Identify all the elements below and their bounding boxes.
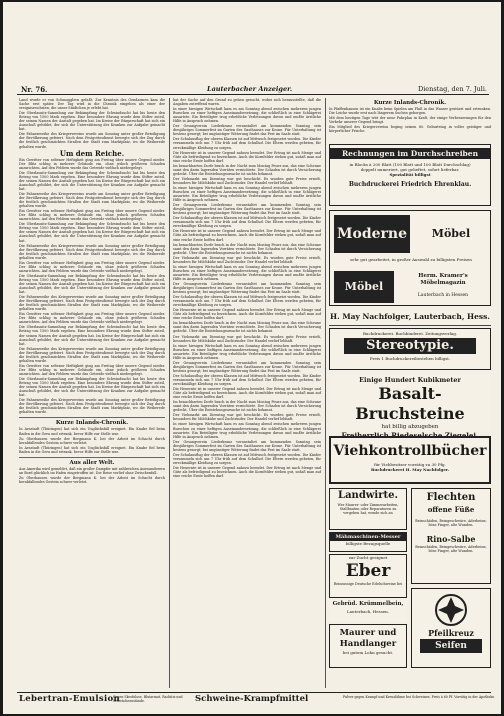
ad-title: Landwirte.	[338, 490, 398, 501]
article-text: Zu Oberhausen wurde der Bergmann K. bei der Arbeit im Schacht durch herabfallendes Gestein schwer verletzt.	[19, 475, 165, 484]
column-right-news	[329, 98, 491, 142]
ad-text: bei gutem Lohn gesucht.	[342, 650, 394, 655]
ad-gebrueder	[329, 600, 407, 622]
newspaper-page	[3, 2, 501, 714]
article-text: Ein Gewitter von seltener Heftigkeit ging am Freitag über unsere Gegend nieder. Der Blitz schlug in mehrere Gebäude ein, ohne jedoch größeren Schaden anzurichten. Auf den Feldern wurde das Getreide vielfach niedergelegt.	[19, 157, 165, 170]
ad-text: Einige Hundert Kubikmeter	[359, 376, 461, 384]
ad-text: zur Zucht geeignet	[348, 555, 388, 560]
ad-lebertran: Lebertran-Emulsion	[19, 694, 120, 704]
section-heading: Aus aller Welt.	[69, 459, 115, 466]
article-text: Ein Gewitter von seltener Heftigkeit ging am Freitag über unsere Gegend nieder. Der Blitz schlug in mehrere Gebäude ein, ohne jedoch größeren Schaden anzurichten. Auf den Feldern wurde das Getreide vielfach niedergelegt.	[19, 209, 165, 222]
article-text: Die Heuernte ist in unserer Gegend nahezu beendet. Der Ertrag ist nach Menge und Güte als befriedigend zu bezeichnen. Auch die Kornfelder stehen gut, sodaß man auf eine reiche Ernte hoffen darf.	[173, 229, 321, 242]
ad-eber	[329, 554, 407, 598]
issue-number: Nr. 76.	[21, 85, 48, 94]
ad-text: billigste Bezugsquelle	[345, 541, 391, 546]
column-left	[19, 98, 165, 485]
article-text: In einer hiesigen Wirtschaft kam es am Sonntag abend zwischen mehreren jungen Burschen zu einer heftigen Auseinandersetzung, die schließlich in eine Schlägerei ausartete. Ein Beteiligter trug erhebliche Verletzungen davon und mußte ärztliche Hilfe in Anspruch nehmen.	[173, 422, 321, 439]
article-text: Der Schulausflug der oberen Klassen ist auf Mittwoch festgesetzt worden. Die Kinder versammeln sich um 7 Uhr früh auf dem Schulhof. Die Eltern werden gebeten, für zweckmäßige Kleidung zu sorgen.	[173, 373, 321, 387]
article-text: Die Heuernte ist in unserer Gegend nahezu beendet. Der Ertrag ist nach Menge und Güte als befriedigend zu bezeichnen. Auch die Kornfelder stehen gut, sodaß man auf eine reiche Ernte hoffen darf.	[173, 150, 321, 163]
article-text: Die Oberlausitz-Sammlung zur Bekämpfung der Schwindsucht hat bis heute den Betrag von 1500 Mark ergeben. Eine besondere Ehrung wurde dem Stifter zuteil, der seinen Namen der Anstalt gegeben hat. Im Kreise der Bürgerschaft hat sich ein Ausschuß gebildet, der sich die Unterstützung der Kranken zur Aufgabe gemacht hat.	[19, 170, 165, 191]
ad-moebel	[329, 210, 491, 306]
article-text: Die Fahnenweihe des Kriegervereins wurde am Sonntag unter großer Beteiligung der Bevölkerung gefeiert. Nach dem Festgottesdienst bewegte sich der Zug durch die festlich geschmückten Straßen der Stadt zum Marktplatz, wo die Weiherede gehalten wurde.	[19, 295, 165, 312]
article-text: Ein Gewitter von seltener Heftigkeit ging am Freitag über unsere Gegend nieder. Der Blitz schlug in mehrere Gebäude ein, ohne jedoch größeren Schaden anzurichten. Auf den Feldern wurde das Getreide vielfach niedergelegt.	[19, 312, 165, 325]
article-text: hat der Sache auf den Grund zu gehen gesucht, wobei sich herausstellte, daß die Angaben zutreffend waren.	[173, 98, 321, 107]
article-text: In Arnstadt (Thüringen) hat sich ein Unglücksfall ereignet. Ein Knabe fiel beim Baden in die Gera und ertrank, bevor Hilfe zur Stelle war.	[19, 445, 165, 454]
article-text: Aus Amerika wird gemeldet, daß ein großer Dampfer mit zahlreichen Auswanderern an Bord glücklich im Hafen eingetroffen ist. Die Reise verlief ohne Zwischenfall.	[19, 466, 165, 475]
ad-text: hat billig abzugeben	[381, 424, 439, 430]
ad-product: Rino-Salbe	[426, 534, 476, 544]
article-text: Der Viehmarkt am Dienstag war gut beschickt. Es wurden gute Preise erzielt, besonders für Milchkühe und Zuchtrinder. Der Handel verlief lebhaft.	[173, 334, 321, 343]
ad-title: H. May Nachfolger, Lauterbach, Hess.	[330, 312, 490, 321]
article-text: Der Schulausflug der oberen Klassen ist auf Mittwoch festgesetzt worden. Die Kinder versammeln sich um 7 Uhr früh auf dem Schulhof. Die Eltern werden gebeten, für zweckmäßige Kleidung zu sorgen.	[173, 137, 321, 150]
ad-title: Rechnungen im Durchschreiben	[330, 148, 490, 159]
article-text: In einer hiesigen Wirtschaft kam es am Sonntag abend zwischen mehreren jungen Burschen zu einer heftigen Auseinandersetzung, die schließlich in eine Schlägerei ausartete. Ein Beteiligter trug erhebliche Verletzungen davon und mußte ärztliche Hilfe in Anspruch nehmen.	[173, 107, 321, 124]
ad-schweine: Schweine-Krampfmittel	[195, 694, 309, 704]
ad-text: sehr gut gearbeitet, in großer Auswahl zu billigsten Preisen	[350, 257, 472, 262]
article-text: Die Fahnenweihe des Kriegervereins wurde am Sonntag unter großer Beteiligung der Bevölkerung gefeiert. Nach dem Festgottesdienst bewegte sich der Zug durch die festlich geschmückten Straßen der Stadt zum Marktplatz, wo die Weiherede gehalten wurde.	[19, 398, 165, 415]
article-text: Land wurde er von Schmugglern gefaßt. Zur Kenntnis des Gendarmen kam die Sache erst später. Der Tag wird in die Chronik eingehen als einer der ereignisreichsten, die unser Städtchen je erlebt hat.	[19, 98, 165, 111]
article-text: Die Oberlausitz-Sammlung zur Bekämpfung der Schwindsucht hat bis heute den Betrag von 1500 Mark ergeben. Eine besondere Ehrung wurde dem Stifter zuteil, der seinen Namen der Anstalt gegeben hat. Im Kreise der Bürgerschaft hat sich ein Ausschuß gebildet, der sich die Unterstützung der Kranken zur Aufgabe gemacht hat.	[19, 325, 165, 346]
ad-word-moderne: Moderne	[334, 215, 410, 253]
column-rule	[169, 98, 170, 688]
ad-word-moebel-2: Möbel	[334, 271, 394, 303]
article-text: Die Fahnenweihe des Kriegervereins wurde am Sonntag unter großer Beteiligung der Bevölkerung gefeiert. Nach dem Festgottesdienst bewegte sich der Zug durch die festlich geschmückten Straßen der Stadt zum Marktplatz, wo die Weiherede gehalten wurde.	[19, 243, 165, 260]
divider	[19, 457, 165, 458]
bottom-ad-bar	[17, 692, 496, 706]
ad-text: Lauterbach, Hessen.	[347, 609, 389, 614]
column-rule	[325, 98, 326, 688]
article-text: Die Oberlausitz-Sammlung zur Bekämpfung der Schwindsucht hat bis heute den Betrag von 1500 Mark ergeben. Eine besondere Ehrung wurde dem Stifter zuteil, der seinen Namen der Anstalt gegeben hat. Im Kreise der Bürgerschaft hat sich ein Ausschuß gebildet, der sich die Unterstützung der Kranken zur Aufgabe gemacht hat.	[19, 222, 165, 243]
pfeilkreuz-emblem-icon	[434, 593, 468, 627]
ad-text: Reinrassige Deutsche Edelschweine bei	[333, 582, 403, 586]
issue-date: Dienstag, den 7. Juli.	[418, 85, 487, 93]
ad-word-moebel: Möbel	[431, 227, 471, 240]
article-text: Ein Gewitter von seltener Heftigkeit ging am Freitag über unsere Gegend nieder. Der Blitz schlug in mehrere Gebäude ein, ohne jedoch größeren Schaden anzurichten. Auf den Feldern wurde das Getreide vielfach niedergelegt.	[19, 260, 165, 273]
article-text: Der Schulausflug der oberen Klassen ist auf Mittwoch festgesetzt worden. Die Kinder versammeln sich um 7 Uhr früh auf dem Schulhof. Die Eltern werden gebeten, für zweckmäßige Kleidung zu sorgen.	[173, 295, 321, 308]
ad-maehmaschinen	[329, 532, 407, 552]
article-text: Im benachbarten Dorfe brach in der Nacht zum Montag Feuer aus, das eine Scheune samt den darin lagernden Vorräten vernichtete. Der Schaden ist durch Versicherung gedeckt. Über die Entstehungsursache ist nichts bekannt.	[173, 242, 321, 255]
article-text: In einer hiesigen Wirtschaft kam es am Sonntag abend zwischen mehreren jungen Burschen zu einer heftigen Auseinandersetzung, die schließlich in eine Schlägerei ausartete. Ein Beteiligter trug erhebliche Verletzungen davon und mußte ärztliche Hilfe in Anspruch nehmen.	[173, 264, 321, 281]
ad-landwirte	[329, 488, 407, 530]
ad-title: Pfeilkreuz	[428, 628, 474, 638]
ad-nachfolger	[329, 310, 491, 326]
ad-title: Maurer und Handlanger	[339, 628, 397, 649]
article-text: Mit dem heutigen Tage tritt der neue Fahrplan in Kraft, der einige Verbesserungen für den Verkehr unserer Gegend bringt.	[329, 116, 491, 125]
ad-footer: Buchdruckerei Friedrich Ehrenklau.	[348, 181, 472, 188]
article-text: Der Viehmarkt am Dienstag war gut beschickt. Es wurden gute Preise erzielt, besonders für Milchkühe und Zuchtrinder. Der Handel verlief lebhaft.	[173, 413, 321, 422]
article-text: Ein Gewitter von seltener Heftigkeit ging am Freitag über unsere Gegend nieder. Der Blitz schlug in mehrere Gebäude ein, ohne jedoch größeren Schaden anzurichten. Auf den Feldern wurde das Getreide vielfach niedergelegt.	[19, 363, 165, 376]
article-text: Zu Oberhausen wurde der Bergmann K. bei der Arbeit im Schacht durch herabfallendes Gestein schwer verletzt.	[19, 436, 165, 445]
article-text: Die Fahnenweihe des Kriegervereins wurde am Sonntag unter großer Beteiligung der Bevölkerung gefeiert. Nach dem Festgottesdienst bewegte sich der Zug durch die festlich geschmückten Straßen der Stadt zum Marktplatz, wo die Weiherede gehalten wurde.	[19, 132, 165, 149]
article-text: Im benachbarten Dorfe brach in der Nacht zum Montag Feuer aus, das eine Scheune samt den darin lagernden Vorräten vernichtete. Der Schaden ist durch Versicherung gedeckt. Über die Entstehungsursache ist nichts bekannt.	[173, 400, 321, 413]
ad-title: Basalt-Bruchsteine	[355, 384, 465, 423]
article-text: In Pfaffenhausen ist ein Knabe beim Spielen am Fluß in das Wasser gestürzt und ertrunken. Die Leiche wurde erst nach längerem Suchen geborgen.	[329, 107, 491, 116]
ad-text: Beinschäden, Beingeschwüre, Aderbeine, böse Finger, alte Wunden.	[415, 545, 487, 553]
article-text: Der Gesangverein Liederkranz veranstaltet am kommenden Sonntag sein diesjähriges Sommerfest im Garten des Gasthauses zur Krone. Für Unterhaltung ist bestens gesorgt; bei ungünstiger Witterung findet das Fest im Saale statt.	[173, 360, 321, 373]
ad-vieh	[329, 436, 491, 484]
article-text: In Arnstadt (Thüringen) hat sich ein Unglücksfall ereignet. Ein Knabe fiel beim Baden in die Gera und ertrank, bevor Hilfe zur Stelle war.	[19, 427, 165, 436]
article-text: Die Oberlausitz-Sammlung zur Bekämpfung der Schwindsucht hat bis heute den Betrag von 1500 Mark ergeben. Eine besondere Ehrung wurde dem Stifter zuteil, der seinen Namen der Anstalt gegeben hat. Im Kreise der Bürgerschaft hat sich ein Ausschuß gebildet, der sich die Unterstützung der Kranken zur Aufgabe gemacht hat.	[19, 273, 165, 295]
ad-flechten	[411, 488, 491, 584]
newspaper-title: Lauterbacher Anzeiger.	[207, 85, 293, 93]
article-text: Der Gesangverein Liederkranz veranstaltet am kommenden Sonntag sein diesjähriges Sommerfest im Garten des Gasthauses zur Krone. Für Unterhaltung ist bestens gesorgt; bei ungünstiger Witterung findet das Fest im Saale statt.	[173, 439, 321, 452]
ad-text: doppelt numeriert, gut geheftet, sofort lieferbar.	[360, 167, 460, 172]
article-text: Der Schulausflug der oberen Klassen ist auf Mittwoch festgesetzt worden. Die Kinder versammeln sich um 7 Uhr früh auf dem Schulhof. Die Eltern werden gebeten, für zweckmäßige Kleidung zu sorgen.	[173, 216, 321, 229]
ad-schweine-text: Pulver gegen Krampf und Kreuzlähme bei Schweinen. Preis à 60 Pf. Vorrätig in der Apotheke.	[343, 695, 496, 699]
article-text: In einer hiesigen Wirtschaft kam es am Sonntag abend zwischen mehreren jungen Burschen zu einer heftigen Auseinandersetzung, die schließlich in eine Schlägerei ausartete. Ein Beteiligter trug erhebliche Verletzungen davon und mußte ärztliche Hilfe in Anspruch nehmen.	[173, 343, 321, 360]
article-text: Der Schulausflug der oberen Klassen ist auf Mittwoch festgesetzt worden. Die Kinder versammeln sich um 7 Uhr früh auf dem Schulhof. Die Eltern werden gebeten, für zweckmäßige Kleidung zu sorgen.	[173, 452, 321, 465]
article-text: Ein Mitglied des Kriegervereins beging seinen 80. Geburtstag in voller geistiger und körperlicher Frische.	[329, 125, 491, 134]
ad-title: Gebrüd. Krümmelbein,	[332, 601, 404, 607]
article-text: Der Gesangverein Liederkranz veranstaltet am kommenden Sonntag sein diesjähriges Sommerfest im Garten des Gasthauses zur Krone. Für Unterhaltung ist bestens gesorgt; bei ungünstiger Witterung findet das Fest im Saale statt.	[173, 281, 321, 295]
ad-rechnungen	[329, 144, 491, 206]
ad-company: Herm. Kramer's Möbelmagazin	[418, 273, 468, 286]
section-heading: Um dem Reiche.	[59, 148, 125, 158]
ad-text: Spezialität billigst	[389, 172, 431, 177]
article-text: Der Viehmarkt am Dienstag war gut beschickt. Es wurden gute Preise erzielt, besonders für Milchkühe und Zuchtrinder. Der Handel verlief lebhaft.	[173, 255, 321, 264]
ad-text: für Viehbesitzer vorrätig zu 30 Pfg.	[374, 462, 446, 467]
ad-title: Eber	[345, 561, 391, 581]
ad-text: in Blocks à 200 Blatt (100 Blatt und 100 Blatt Durchschlag)	[349, 162, 471, 167]
ad-title: Mähmaschinen-Messer	[330, 533, 406, 541]
ad-stereotypie	[329, 328, 491, 370]
ad-text: Beinschäden, Beingeschwüre, Aderbeine, böse Finger, alte Wunden.	[415, 519, 487, 527]
article-text: Die Oberlausitz-Sammlung zur Bekämpfung der Schwindsucht hat bis heute den Betrag von 1500 Mark ergeben. Eine besondere Ehrung wurde dem Stifter zuteil, der seinen Namen der Anstalt gegeben hat. Im Kreise der Bürgerschaft hat sich ein Ausschuß gebildet, der sich die Unterstützung der Kranken zur Aufgabe gemacht hat.	[19, 111, 165, 132]
ad-pfeilkreuz	[411, 588, 491, 668]
page-header	[17, 84, 489, 95]
ad-maurer	[329, 624, 407, 668]
ad-title: Stereotypie.	[344, 338, 476, 354]
ad-basalt	[329, 374, 491, 432]
article-text: Die Heuernte ist in unserer Gegend nahezu beendet. Der Ertrag ist nach Menge und Güte als befriedigend zu bezeichnen. Auch die Kornfelder stehen gut, sodaß man auf eine reiche Ernte hoffen darf.	[173, 308, 321, 321]
ad-subtitle: Seifen	[420, 639, 482, 653]
article-text: Die Fahnenweihe des Kriegervereins wurde am Sonntag unter großer Beteiligung der Bevölkerung gefeiert. Nach dem Festgottesdienst bewegte sich der Zug durch die festlich geschmückten Straßen der Stadt zum Marktplatz, wo die Weiherede gehalten wurde.	[19, 191, 165, 209]
article-text: Der Gesangverein Liederkranz veranstaltet am kommenden Sonntag sein diesjähriges Sommerfest im Garten des Gasthauses zur Krone. Für Unterhaltung ist bestens gesorgt; bei ungünstiger Witterung findet das Fest im Saale statt.	[173, 203, 321, 216]
ad-lebertran-text: Gegen Skrofulose, Blutarmut, Rachitis und Schwächezustände.	[113, 695, 183, 703]
divider	[19, 417, 165, 418]
column-middle	[173, 98, 321, 479]
article-text: Der Viehmarkt am Dienstag war gut beschickt. Es wurden gute Preise erzielt, besonders für Milchkühe und Zuchtrinder. Der Handel verlief lebhaft.	[173, 176, 321, 185]
ad-title: Flechten	[426, 492, 476, 503]
article-text: Der Gesangverein Liederkranz veranstaltet am kommenden Sonntag sein diesjähriges Sommerfest im Garten des Gasthauses zur Krone. Für Unterhaltung ist bestens gesorgt; bei ungünstiger Witterung findet das Fest im Saale statt.	[173, 124, 321, 137]
ad-subtitle: offene Füße	[427, 505, 475, 514]
ad-text: Buchdruckerei. Buchbinderei. Zeitungsverlag.	[362, 331, 458, 336]
ad-title: Viehkontrollbücher	[333, 443, 487, 459]
ad-city: Lauterbach in Hessen	[417, 293, 469, 298]
article-text: Im benachbarten Dorfe brach in der Nacht zum Montag Feuer aus, das eine Scheune samt den darin lagernden Vorräten vernichtete. Der Schaden ist durch Versicherung gedeckt. Über die Entstehungsursache ist nichts bekannt.	[173, 163, 321, 176]
section-heading: Kurze Inlands-Chronik.	[55, 420, 129, 427]
ad-text: Wer Maurer- oder Zimmerarbeiten, Stallbauten oder Reparaturen zu vergeben hat, wende sich an	[337, 503, 399, 515]
article-text: In einer hiesigen Wirtschaft kam es am Sonntag abend zwischen mehreren jungen Burschen zu einer heftigen Auseinandersetzung, die schließlich in eine Schlägerei ausartete. Ein Beteiligter trug erhebliche Verletzungen davon und mußte ärztliche Hilfe in Anspruch nehmen.	[173, 185, 321, 203]
article-text: Die Oberlausitz-Sammlung zur Bekämpfung der Schwindsucht hat bis heute den Betrag von 1500 Mark ergeben. Eine besondere Ehrung wurde dem Stifter zuteil, der seinen Namen der Anstalt gegeben hat. Im Kreise der Bürgerschaft hat sich ein Ausschuß gebildet, der sich die Unterstützung der Kranken zur Aufgabe gemacht hat.	[19, 377, 165, 398]
article-text: Die Heuernte ist in unserer Gegend nahezu beendet. Der Ertrag ist nach Menge und Güte als befriedigend zu bezeichnen. Auch die Kornfelder stehen gut, sodaß man auf eine reiche Ernte hoffen darf.	[173, 387, 321, 400]
ad-footer: Preis 1 Buchdruckereibestehen billigst.	[369, 356, 451, 361]
section-heading: Kurze Inlands-Chronik.	[373, 100, 447, 106]
article-text: Die Fahnenweihe des Kriegervereins wurde am Sonntag unter großer Beteiligung der Bevölkerung gefeiert. Nach dem Festgottesdienst bewegte sich der Zug durch die festlich geschmückten Straßen der Stadt zum Marktplatz, wo die Weiherede gehalten wurde.	[19, 346, 165, 363]
article-text: Im benachbarten Dorfe brach in der Nacht zum Montag Feuer aus, das eine Scheune samt den darin lagernden Vorräten vernichtete. Der Schaden ist durch Versicherung gedeckt. Über die Entstehungsursache ist nichts bekannt.	[173, 321, 321, 334]
article-text: Die Heuernte ist in unserer Gegend nahezu beendet. Der Ertrag ist nach Menge und Güte als befriedigend zu bezeichnen. Auch die Kornfelder stehen gut, sodaß man auf eine reiche Ernte hoffen darf.	[173, 465, 321, 479]
ad-footer: Buchdruckerei H. May Nachfolger.	[370, 467, 450, 472]
